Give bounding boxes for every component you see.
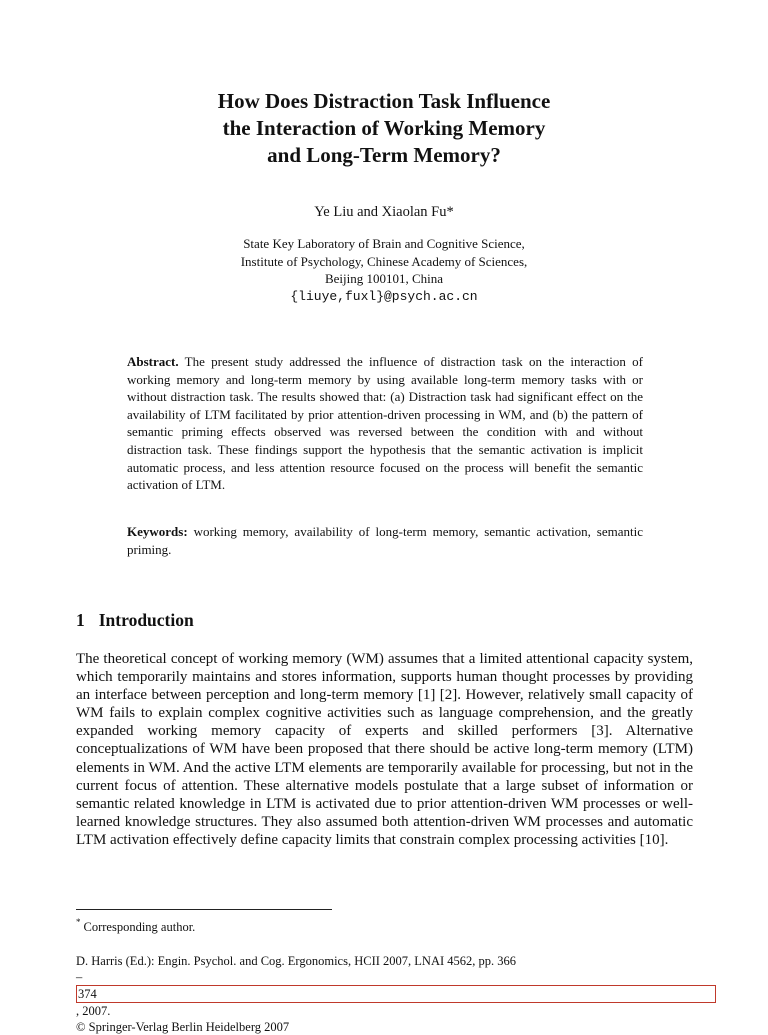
keywords-label: Keywords:: [127, 524, 188, 539]
authors: Ye Liu and Xiaolan Fu*: [314, 204, 454, 220]
abstract: [127, 353, 643, 494]
author-email: {liuye,fuxl}@psych.ac.cn: [290, 288, 478, 304]
footnote: [76, 914, 195, 935]
section-heading-introduction: [76, 609, 194, 631]
page-range-end-link[interactable]: 374: [76, 985, 716, 1003]
abstract-label: Abstract.: [127, 354, 179, 369]
section-number: 1: [76, 610, 85, 630]
footnote-mark: *: [76, 917, 81, 927]
title-line: the Interaction of Working Memory: [222, 116, 546, 140]
introduction-paragraph: The theoretical concept of working memory (WM) assumes that a limited attentional capacity system, which temporarily maintains and stores information, supports human thought processes by providing an interface between perception and long-term memory [1] [2]. However, relatively small capacity of WM fails to explain complex cognitive activities such as language comprehension, and the greatly expanded working memory capacity of experts and skilled performers [3]. Alternative conceptualizations of WM have been proposed that there should be active long-term memory (LTM) elements in WM. And the active LTM elements are temporarily available for processing, but not in the current focus of attention. These alternative models postulate that a large subset of information or semantic related knowledge in LTM is activated due to prior attention-driven WM processes or well-learned knowledge structures. They also assumed both attention-driven WM processes and automatic LTM activation effectively define capacity limits that constrain complex processing activities [10].: [76, 651, 693, 848]
citation-year: , 2007.: [76, 1004, 111, 1018]
footnote-text: Corresponding author.: [83, 920, 196, 934]
citation-line: D. Harris (Ed.): Engin. Psychol. and Cog. Ergonomics, HCII 2007, LNAI 4562, pp. 366 – 374 , 2007.: [76, 953, 716, 1019]
footnote-divider: [76, 909, 332, 910]
keywords: [127, 523, 643, 558]
affiliation-line: Institute of Psychology, Chinese Academy of Sciences,: [240, 253, 528, 269]
citation-text: D. Harris (Ed.): Engin. Psychol. and Cog. Ergonomics, HCII 2007, LNAI 4562, pp. 366: [76, 954, 517, 968]
affiliation-line: Beijing 100101, China: [324, 271, 444, 286]
citation-block: [76, 953, 716, 1035]
keywords-text: working memory, availability of long-term memory, semantic activation, semantic priming.: [127, 524, 644, 557]
abstract-text: The present study addressed the influence of distraction task on the interaction of working memory and long-term memory by using available long-term memory tasks with or without distraction task. The results showed that: (a) Distraction task had significant effect on the availability of LTM facilitated by prior attention-driven processing in WM, and (b) the pattern of semantic priming effects observed was reversed between the condition with and without distraction task. These findings support the hypothesis that the semantic activation is implicit automatic process, and less attention resource focused on the process will benefit the semantic activation of LTM.: [127, 354, 643, 493]
paper-title: [0, 88, 768, 169]
title-line: and Long-Term Memory?: [267, 143, 501, 167]
copyright: © Springer-Verlag Berlin Heidelberg 2007: [76, 1020, 290, 1034]
title-line: How Does Distraction Task Influence: [217, 89, 551, 113]
affiliation-line: State Key Laboratory of Brain and Cognitive Science,: [243, 236, 525, 251]
affiliation: [0, 235, 768, 305]
section-title: Introduction: [98, 610, 194, 630]
